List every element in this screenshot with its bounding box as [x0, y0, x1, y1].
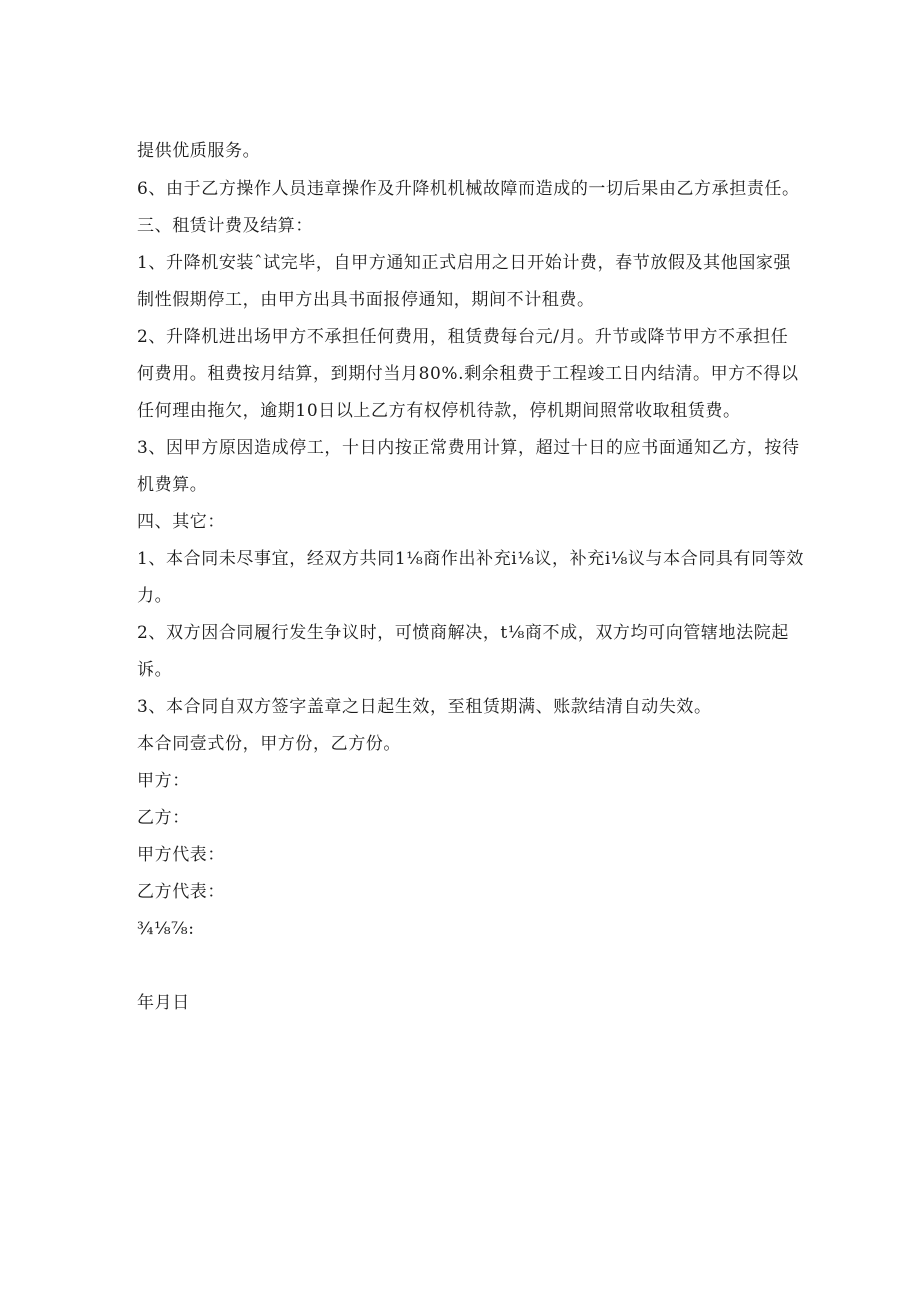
date-label: 年月日 — [137, 993, 190, 1013]
text-line: 2、双方因合同履行发生争议时，可愤商解决，t⅛商不成，双方均可向管辖地法院起 — [137, 623, 789, 643]
text-line: 2、升降机进出场甲方不承担任何费用，租赁费每台元/月。升节或降节甲方不承担任 — [137, 327, 789, 347]
text-line: 任何理由拖欠，逾期10日以上乙方有权停机待款，停机期间照常收取租赁费。 — [137, 401, 741, 421]
text-line: 制性假期停工，由甲方出具书面报停通知，期间不计租费。 — [137, 290, 595, 310]
text-line: 1、本合同未尽事宜，经双方共同1⅛商作出补充i⅛议，补充i⅛议与本合同具有同等效 — [137, 549, 804, 569]
text-line: 3、本合同自双方签字盖章之日起生效，至租赁期满、账款结清自动失效。 — [137, 697, 712, 717]
text-line: 力。 — [137, 586, 173, 606]
section-heading: 四、其它： — [137, 512, 225, 532]
text-line: 6、由于乙方操作人员违章操作及升降机机械故障而造成的一切后果由乙方承担责任。 — [137, 179, 800, 199]
text-line: 1、升降机安装ˆ试完毕，自甲方通知正式启用之日开始计费，春节放假及其他国家强 — [137, 253, 792, 273]
garbled-label: ¾⅛⅞: — [137, 919, 195, 939]
party-a-label: 甲方： — [137, 771, 190, 791]
text-line: 何费用。租费按月结算，到期付当月80%.剩余租费于工程竣工日内结清。甲方不得以 — [137, 364, 799, 384]
text-line: 机费算。 — [137, 475, 208, 495]
section-heading: 三、租赁计费及结算： — [137, 216, 313, 236]
text-line: 本合同壹式份，甲方份，乙方份。 — [137, 734, 401, 754]
party-a-representative-label: 甲方代表： — [137, 845, 225, 865]
party-b-label: 乙方： — [137, 808, 190, 828]
text-line: 3、因甲方原因造成停工，十日内按正常费用计算，超过十日的应书面通知乙方，按待 — [137, 438, 800, 458]
text-line: 提供优质服务。 — [137, 141, 261, 161]
text-line: 诉。 — [137, 660, 173, 680]
party-b-representative-label: 乙方代表： — [137, 882, 225, 902]
